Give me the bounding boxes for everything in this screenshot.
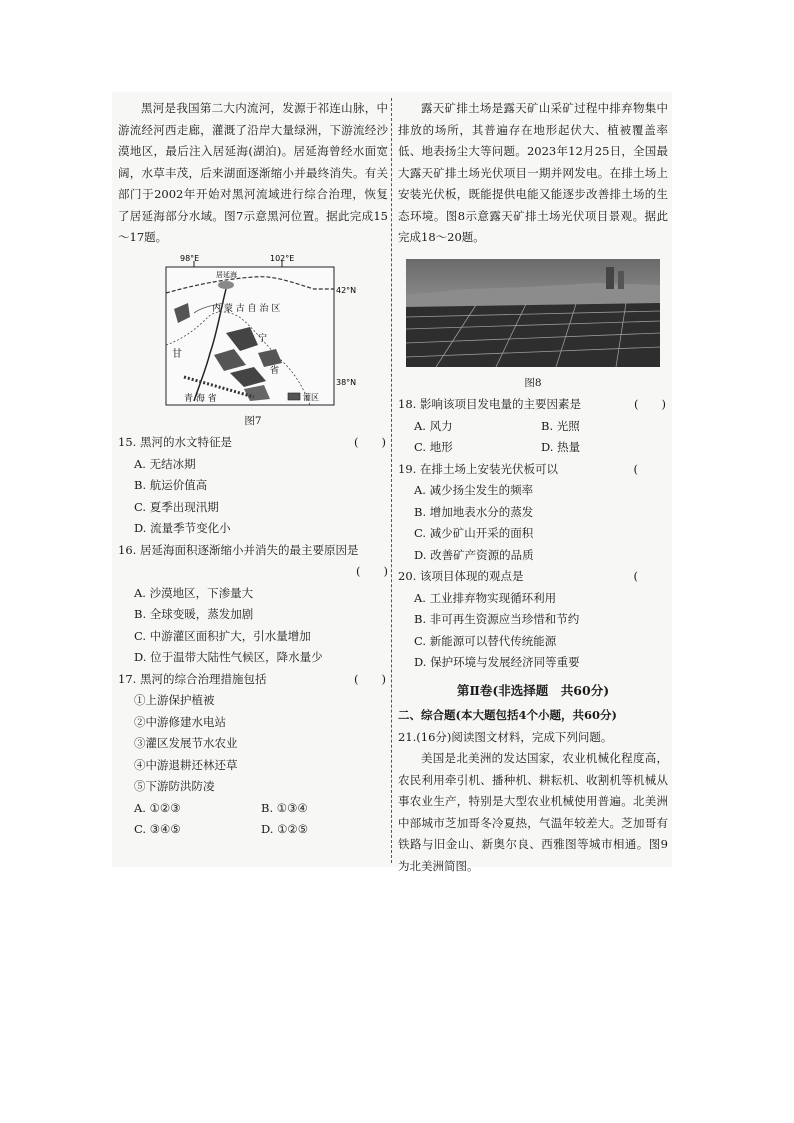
question-20	[398, 566, 668, 674]
label-ning: 宁	[258, 333, 268, 344]
q18-option-c[interactable]: C. 地形	[414, 440, 453, 454]
q17-option-c[interactable]: C. ③④⑤	[134, 822, 181, 836]
column-divider	[391, 98, 392, 863]
question-17	[118, 669, 388, 841]
q18-option-b[interactable]: B. 光照	[541, 418, 580, 433]
label-qinghai: 青 海 省	[184, 393, 217, 404]
q17-option-b[interactable]: B. ①③④	[261, 800, 308, 815]
q16-stem: 16. 居延海面积逐渐缩小并消失的最主要原因是	[118, 542, 359, 557]
passage-heihe: 黑河是我国第二大内流河，发源于祁连山脉，中游流经河西走廊，灌溉了沿岸大量绿洲，下游流经沙漠地区，最后注入居延海(湖泊)。居延海曾经水面宽阔，水草丰茂，后来湖面逐渐缩小并最终消失。有关部门于2002年开始对黑河流域进行综合治理，恢复了居延海部分水域。图7示意黑河位置。据此完成15～17题。	[118, 101, 388, 244]
q17-option-d[interactable]: D. ①②⑤	[261, 822, 309, 836]
figure-7-map	[154, 253, 366, 411]
q19-option-b[interactable]: B. 增加地表水分的蒸发	[414, 504, 534, 519]
q18-option-d[interactable]: D. 热量	[541, 440, 581, 454]
q19-stem: 19. 在排土场上安装光伏板可以	[398, 461, 558, 476]
q19-option-d[interactable]: D. 改善矿产资源的品质	[414, 547, 534, 562]
question-18	[398, 394, 668, 459]
question-15	[118, 432, 388, 540]
q21-stem: 21.(16分)阅读图文材料，完成下列问题。	[398, 729, 613, 744]
q16-answer-paren[interactable]: ( )	[356, 564, 388, 578]
q21-passage: 美国是北美洲的发达国家，农业机械化程度高，农民利用牵引机、播种机、耕耘机、收割机等机械从事农业生产，特别是大型农业机械使用普遍。北美洲中部城市芝加哥冬冷夏热，气温年较差大。芝加哥有铁路与旧金山、新奥尔良、西雅图等城市相通。图9为北美洲简图。	[398, 751, 668, 873]
label-juyanhai: 居延海	[216, 270, 237, 279]
q18-stem: 18. 影响该项目发电量的主要因素是	[398, 397, 581, 411]
q20-option-b[interactable]: B. 非可再生资源应当珍惜和节约	[414, 612, 580, 626]
q19-option-a[interactable]: A. 减少扬尘发生的频率	[414, 483, 534, 497]
q16-option-c[interactable]: C. 中游灌区面积扩大，引水量增加	[134, 628, 311, 643]
q20-stem: 20. 该项目体现的观点是	[398, 569, 524, 583]
label-gan: 甘	[172, 348, 182, 360]
lon-102: 102°E	[270, 253, 295, 263]
q17-item-2: ②中游修建水电站	[134, 714, 226, 729]
q15-option-d[interactable]: D. 流量季节变化小	[134, 521, 231, 535]
q18-option-a[interactable]: A. 风力	[414, 418, 453, 433]
question-16	[118, 540, 388, 669]
question-19	[398, 459, 668, 567]
q15-stem: 15. 黑河的水文特征是	[118, 435, 232, 449]
label-inner-mongolia: 内 蒙 古 自 治 区	[212, 303, 281, 314]
q15-option-a[interactable]: A. 无结冰期	[134, 456, 196, 471]
q20-option-c[interactable]: C. 新能源可以替代传统能源	[414, 633, 557, 648]
q20-option-d[interactable]: D. 保护环境与发展经济同等重要	[414, 655, 580, 669]
lon-98: 98°E	[180, 253, 200, 263]
legend-label: 灌区	[303, 392, 319, 402]
q20-answer-paren[interactable]: (	[633, 569, 638, 583]
q17-item-4: ④中游退耕还林还草	[134, 757, 238, 772]
right-column	[398, 92, 668, 877]
q17-stem: 17. 黑河的综合治理措施包括	[118, 671, 267, 686]
part-2-heading: 二、综合题(本大题包括4个小题，共60分)	[398, 708, 617, 722]
label-sheng: 省	[270, 365, 280, 376]
exam-page	[112, 92, 672, 873]
q16-option-d[interactable]: D. 位于温带大陆性气候区，降水量少	[134, 650, 323, 664]
q20-option-a[interactable]: A. 工业排弃物实现循环利用	[414, 590, 557, 605]
q15-answer-paren[interactable]: ( )	[354, 435, 386, 449]
q19-answer-paren[interactable]: (	[633, 461, 638, 476]
q17-item-3: ③灌区发展节水农业	[134, 736, 238, 750]
figure-7-caption: 图7	[244, 414, 262, 427]
lat-38: 38°N	[336, 377, 357, 387]
figure-8-photo	[406, 259, 660, 367]
q17-answer-paren[interactable]: ( )	[354, 671, 386, 686]
q15-option-c[interactable]: C. 夏季出现汛期	[134, 499, 219, 514]
lat-42: 42°N	[336, 285, 357, 295]
section-2-title: 第Ⅱ卷(非选择题 共60分)	[456, 682, 610, 698]
left-column	[118, 92, 388, 841]
figure-8-caption: 图8	[524, 376, 542, 389]
q16-option-b[interactable]: B. 全球变暖，蒸发加剧	[134, 607, 254, 621]
q18-answer-paren[interactable]: ( )	[634, 397, 666, 411]
q17-item-5: ⑤下游防洪防凌	[134, 779, 215, 793]
q15-option-b[interactable]: B. 航运价值高	[134, 478, 208, 492]
q16-option-a[interactable]: A. 沙漠地区，下渗量大	[134, 585, 254, 600]
q17-item-1: ①上游保护植被	[134, 693, 215, 707]
q19-option-c[interactable]: C. 减少矿山开采的面积	[414, 526, 534, 540]
passage-solar: 露天矿排土场是露天矿山采矿过程中排弃物集中排放的场所，其普遍存在地形起伏大、植被覆盖率低、地表扬尘大等问题。2023年12月25日，全国最大露天矿排土场光伏项目一期并网发电。在排土场上安装光伏板，既能提供电能又能逐步改善排土场的生态环境。图8示意露天矿排土场光伏项目景观。据此完成18～20题。	[398, 101, 668, 244]
legend-swatch	[288, 393, 300, 400]
q17-option-a[interactable]: A. ①②③	[134, 800, 181, 815]
